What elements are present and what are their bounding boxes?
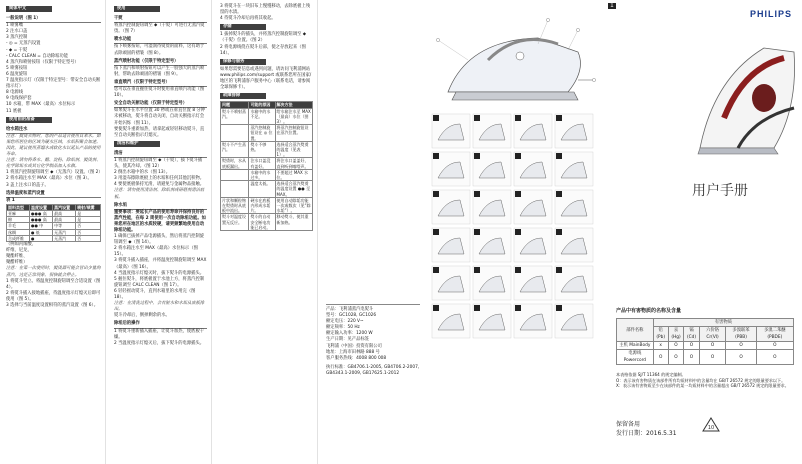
dry-title: 干熨 (114, 16, 207, 23)
column-1 (0, 0, 106, 464)
trouble-cell: 选择适合蒸汽熨烫的温度（见表 1）。 (275, 141, 312, 158)
table-cell: 是 (76, 217, 101, 223)
clean-steps (114, 158, 207, 188)
decalc-important: 重要事项：要延长产品的使用寿命并保持良好的蒸汽性能，在每 2 周使用一次自动除垢功能。如果您所在地区的水质较硬，请更频繁地使用自动除垢功能。 (114, 209, 206, 233)
decalc-step: 5 握住熨斗，将底板置于水池上方，将蒸汽控制旋钮调至 CALC CLEAN（图 17）。 (114, 276, 205, 288)
clean-step: 3 用湿布擦除底板上的水垢和任何其他沉积物。 (114, 176, 205, 182)
trouble-cell: 使用自动除垢功能一次或数次（见“除水垢”）。 (276, 197, 311, 214)
haz-header-cell: 多溴二苯醚 (PBDE) (756, 327, 793, 342)
table-cell: 否 (76, 229, 101, 235)
table-cell: 无蒸汽 (53, 235, 76, 241)
step-number-badge (433, 115, 439, 121)
language-header: 简体中文 (6, 6, 52, 12)
haz-header-cell: 多溴联苯 (PBB) (726, 327, 756, 342)
auto-text2: 要使熨斗重新加热，请拿起或轻轻移动熨斗，直至自动关断指示灯熄灭。 (114, 126, 205, 138)
trouble-cell: 水箱中的水过多。 (249, 169, 275, 180)
trouble-row (221, 214, 313, 231)
parts-list (6, 23, 101, 114)
fill-step: 3 盖上注水口的盖子。 (6, 182, 49, 188)
warranty-text: 如果您需要信息或遇到问题，请访问飞利浦网站 www.philips.com/support 或联系您所在国家/地区的飞利浦客户服务中心（联系电话，请参阅全球保修卡）。 (220, 66, 312, 91)
spec-block (326, 304, 420, 362)
hazard-note-3: X：表示该有害物质至少在该部件的某一均质材料中的含量超出 GB/T 26572 规定的限量要求。 (616, 383, 789, 389)
part-item: 10 水箱，带 MAX（最高）水位标示 (6, 102, 76, 108)
decalc-note: 注意：在清洗过程中，会有脏水和水垢从底板排出。 (114, 301, 205, 313)
spec-line: 客户服务热线：4008 800 008 (326, 355, 387, 361)
haz-cell: O (756, 342, 793, 350)
trouble-row (221, 181, 313, 198)
decalc-step: 2 将水箱注水至 MAX（最高）水位标示（图 15）。 (114, 246, 198, 258)
table-header-cell: 面料类型 (7, 204, 30, 210)
trouble-cell: 注水口盖没有盖好。 (249, 158, 275, 169)
trouble-cell: 熨斗的自动安全断电功能已启动。 (249, 214, 275, 231)
haz-row (617, 342, 794, 350)
haz-cell: O (699, 350, 726, 365)
part-item: - CALC CLEAN = 自动除垢功能 (6, 53, 68, 59)
overview-title: 一般说明（图 1） (6, 16, 101, 23)
after-step: 2 当温度指示灯熄灭后，拔下熨斗的电源插头。 (114, 340, 205, 346)
table-extra (6, 242, 101, 266)
dry-text: 将蒸汽控制旋钮调至 ◆（干熨）可进行无蒸汽熨烫。（图 7） (114, 23, 205, 35)
fill-title: 给水箱注水 (6, 127, 101, 134)
trouble-row (221, 158, 313, 169)
part-item: 7 温度指示灯（仅限于特定型号：带安全自动关断指示灯） (6, 78, 101, 90)
decalc-step: 1 确保已拔掉产品电源插头，然后将蒸汽控制旋钮调至 ◆（图 14）。 (114, 234, 205, 246)
haz-header-cell: 镉 (Cd) (684, 327, 699, 342)
steps2 (6, 279, 101, 309)
cont-step: 4 待熨斗冷却后再将其收起。 (220, 16, 276, 22)
table-extra-line: 聚酯纤维、 (6, 254, 28, 260)
haz-cell: O (668, 350, 684, 365)
table-cell: ●●● 高 (30, 211, 53, 217)
haz-header-cell: 汞 (Hg) (668, 327, 684, 342)
spec-line: 地址：上海市田林路 888 号 (326, 349, 380, 355)
table-cell: ● (30, 235, 53, 241)
step-number-badge (556, 305, 562, 311)
table-cell: 是 (76, 211, 101, 217)
step-number-badge (433, 153, 439, 159)
trouble-cell (221, 169, 249, 180)
haz-row (617, 350, 794, 365)
table-cell: 中等 (53, 223, 76, 229)
prep-header: 使用前的准备 (6, 117, 52, 123)
part-item: 8 电源线 (6, 90, 23, 96)
haz-cell: O (684, 350, 699, 365)
step-number-badge (556, 229, 562, 235)
step-number-badge (556, 191, 562, 197)
step-number-badge (474, 191, 480, 197)
store-steps (220, 32, 313, 56)
step-number-badge (474, 229, 480, 235)
haz-cell: O (684, 342, 699, 350)
step-number-badge (433, 191, 439, 197)
haz-header-cell: 六价铬 Cr(VI) (699, 327, 726, 342)
column-4 (320, 0, 424, 464)
fill-step: 2 将水箱注水至 MAX（最高）水位（图 3）。 (6, 176, 92, 182)
hazard-note-2: O：表示该有害物质在该部件所有均质材料中的含量均在 GB/T 26572 规定的限量要求以下。 (616, 377, 786, 383)
table-cell: 最高 (53, 211, 76, 217)
haz-group-cell: 有害物质 (653, 319, 793, 327)
trouble-row (221, 197, 313, 214)
trouble-row (221, 169, 313, 180)
vertical-title: 垂直喷汽（仅限于特定型号） (114, 80, 207, 87)
issue-date: 发行日期：2016.5.31 (616, 430, 677, 437)
part-item: - ◆ = 干熨 (6, 47, 28, 53)
after-step: 1 将熨斗重新插入插座，让熨斗加热，使底板干燥。 (114, 328, 205, 340)
clean-step: 2 倒出水箱中的水（图 13）。 (114, 170, 171, 176)
table-header-cell: 蒸汽设置 (53, 204, 76, 210)
trouble-row (221, 108, 313, 125)
table-cell: ●● 中 (30, 223, 53, 229)
trouble-cell: 蒸汽控制旋钮设在 ◎ 位置。 (249, 125, 275, 142)
table-cell: 棉 (7, 217, 30, 223)
store-step: 2 将电源线绕在熨斗后部，使之存放起来（图 14）。 (220, 44, 306, 56)
trouble-cell: 移动熨斗，使其重新加热。 (275, 214, 312, 231)
table-cell: ● 低 (30, 229, 53, 235)
cont-steps (220, 4, 313, 22)
step-number-badge (515, 305, 521, 311)
part-item: 1 喷雾嘴 (6, 23, 23, 29)
standard-text: 执行标准：GB4706.1-2005, GB4706.2-2007, GB4343.1-2009, GB17625.1-2012 (326, 364, 420, 376)
haz-header-cell: 部件名称 (617, 319, 654, 342)
step-number-badge (474, 153, 480, 159)
table-extra-line: （例如丙烯酸、 (6, 242, 37, 248)
hazard-table-title: 产品中有害物质的名称及含量 (616, 308, 682, 314)
trouble-cell: 不要超过 MAX 水位。 (275, 169, 312, 180)
trouble-row (221, 141, 313, 158)
fill-warning: 注意：请勿将香水、醋、淀粉、除垢剂、熨烫剂、化学除垢水或其它化学制品加入水箱。 (6, 158, 101, 170)
table-cell: 否 (76, 223, 101, 229)
column-3 (214, 0, 318, 464)
fill-step: 1 将蒸汽控制旋钮调至 ◆（无蒸汽）设置。（图 2） (6, 170, 103, 176)
setup-step: 3 选择与当前温度设置相符的蒸汽设置（图 6）。 (6, 302, 98, 308)
decalc-title: 除水垢 (114, 203, 207, 210)
hazard-note-1: 本表格依据 SJ/T 11364 的规定编制。 (616, 372, 686, 377)
trouble-row (221, 125, 313, 142)
shot-text: 按下蒸汽和喷射按钮可以产生一股强大的蒸汽喷射，帮助去除顽固的褶皱（图 9）。 (114, 65, 205, 77)
part-item: 4 蒸汽和喷射按钮（仅限于特定型号） (6, 59, 79, 65)
step-number-badge (515, 115, 521, 121)
trouble-header: 故障排除 (220, 93, 266, 99)
table-header-cell: 喷射/喷雾 (76, 204, 101, 210)
trouble-cell: 硬水在底板内形成水垢片。 (249, 197, 275, 214)
trouble-cell: 熨斗不喷射蒸汽。 (221, 108, 249, 125)
trouble-cell: 熨斗不够热。 (249, 141, 275, 158)
table-label: 表 1 (6, 197, 15, 203)
hazard-table (616, 318, 794, 365)
clean-step: 4 要使底板保持光滑，请避免与金属物品接触。 (114, 182, 205, 188)
step-number-badge (433, 305, 439, 311)
haz-cell: 主机 MainBody (617, 342, 654, 350)
iron-product-image (694, 28, 800, 158)
temp-title: 选择温度和蒸汽设置 (6, 191, 101, 198)
auto-text: 如果熨斗在水平位置 30 秒或在垂直位置 8 分钟未被移动，熨斗将自动关闭，自动关断指示灯会开始闪烁（图 11）。 (114, 108, 206, 126)
step-number-badge (474, 115, 480, 121)
spec-line: 生产日期：见产品标签 (326, 337, 369, 343)
spec-line: 飞利浦（中国）投资有限公司 (326, 343, 382, 349)
step-number-badge (474, 267, 480, 273)
fill-note: 注意：熨烫衣物时，您的产品适合使用自来水。如果您所居住的区域为硬水区域，水垢积聚会加速。因此，建议使用蒸馏水或软化水以延长产品的使用寿命。 (6, 133, 101, 158)
haz-cell: x (653, 342, 668, 350)
part-item: 6 温度旋钮 (6, 71, 28, 77)
iron-overview-illustration (436, 18, 595, 100)
table-extra-line: 纤维、尼龙、 (6, 248, 32, 254)
table-cell: 亚麻 (7, 211, 30, 217)
table-cell: 无蒸汽 (53, 229, 76, 235)
haz-cell: 电源线 Powercord (617, 350, 654, 365)
decalc-after: 熨斗冷却后，倒掉剩余的水。 (114, 313, 170, 319)
shot-title: 蒸汽喷射功能（仅限于特定型号） (114, 59, 207, 66)
trouble-cell: 水箱中的水不足。 (249, 108, 275, 125)
part-item: 5 喷雾按钮 (6, 65, 28, 71)
spec-line: 型号：GC1028, GC1026 (326, 313, 377, 319)
fabric-table (6, 204, 101, 242)
clean-note: 注意：请勿使用清洁剂、除垢剂或研磨剂清洁底板。 (114, 188, 205, 200)
trouble-table (220, 101, 313, 231)
step-number-badge (515, 191, 521, 197)
step-number-badge (515, 153, 521, 159)
table-cell: 否 (76, 235, 101, 241)
spec-line: 产品：飞利浦蒸汽电熨斗 (326, 307, 374, 312)
haz-cell: O (756, 350, 793, 365)
haz-cell: O (726, 350, 756, 365)
clean-step: 1 将蒸汽控制旋钮调至 ◆（干熨），拔下熨斗插头，使其冷却。（图 12） (114, 157, 203, 170)
step-number-badge (556, 115, 562, 121)
trouble-cell (221, 181, 249, 198)
page-badge: 1 (610, 2, 614, 9)
trouble-header-cell: 问题 (221, 102, 249, 108)
decalc-steps (114, 234, 207, 301)
table-cell: 合成纤维 (7, 235, 30, 241)
table-cell: 羊毛 (7, 223, 30, 229)
trouble-cell: 熨斗不产生蒸汽。 (221, 141, 249, 158)
decalc-step: 6 轻轻摇动熨斗，直到水箱里的水用完（图 18）。 (114, 288, 196, 301)
step-number-badge (474, 305, 480, 311)
step-number-badge (556, 267, 562, 273)
cover-footer (616, 420, 677, 438)
trouble-header-cell: 可能的原因 (249, 102, 275, 108)
haz-cell: O (668, 342, 684, 350)
brand-logo: PHILIPS (750, 9, 793, 19)
store-title: 存储 (220, 24, 266, 30)
table-cell: 丝绸 (7, 229, 30, 235)
after-title: 除垢后的操作 (114, 321, 207, 328)
decalc-step: 3 将熨斗插入插座，并将温度控制旋钮调至 MAX（最高）（图 16）。 (114, 258, 207, 270)
trouble-cell: 选择适合蒸汽熨烫的温度设置 ●● 至 MAX。 (275, 181, 312, 198)
vertical-text: 您可以在垂直握住熨斗时使用垂直喷汽功能（图 10）。 (114, 87, 205, 99)
setup-step: 1 将熨斗竖立。将温度控制旋钮调至合适设置（图 4）。 (6, 278, 101, 290)
spray-text: 按下喷雾按钮，可湿润待熨烫的面料，这有助于去除顽固的褶皱（图 8）。 (114, 44, 205, 56)
trouble-header-cell: 解决方法 (275, 102, 312, 108)
trouble-cell: 温度太低。 (249, 181, 275, 198)
trouble-cell: 熨斗对温度设置无反应。 (221, 214, 249, 231)
after-steps (114, 329, 207, 347)
recycle-icon (700, 416, 722, 434)
trouble-cell: 片状和颗粒物在熨烫时从底板中流出。 (221, 197, 249, 214)
table-extra-line: 聚醋纤维） (6, 260, 28, 266)
part-item: 11 底板 (6, 108, 22, 114)
haz-cell: O (699, 342, 726, 350)
trouble-cell: 熨烫时，水从底板漏出。 (221, 158, 249, 169)
manual-title: 用户手册 (692, 183, 748, 199)
step-number-badge (515, 267, 521, 273)
table-row (7, 235, 101, 241)
part-item: 3 蒸汽控制 (6, 35, 28, 41)
haz-cell: O (726, 342, 756, 350)
use-header: 使用 (114, 6, 160, 12)
step-number-badge (433, 267, 439, 273)
trouble-cell (221, 125, 249, 142)
auto-title: 安全自动关断功能（仅限于特定型号） (114, 101, 207, 108)
trouble-cell: 将蒸汽控制旋钮设在蒸汽位置。 (275, 125, 312, 142)
spec-line: 额定电压：220 V~ (326, 319, 364, 325)
table-header-cell: 温度设置 (30, 204, 53, 210)
keep-label: 保留备用 (616, 421, 641, 428)
part-item: - ◎ = 无蒸汽设置 (6, 41, 41, 47)
haz-header-cell: 铅 (Pb) (653, 327, 668, 342)
svg-text:10: 10 (707, 425, 715, 431)
haz-cell: O (653, 350, 668, 365)
diagram-panel (428, 0, 596, 464)
warranty-header: 保修与服务 (220, 59, 266, 65)
store-step: 1 拔掉熨斗的插头，并将蒸汽控制旋钮调至 ◆（干熨）位置。（图 2） (220, 32, 307, 44)
spec-line: 额定频率：50 Hz (326, 325, 360, 331)
hazard-notes (616, 372, 796, 389)
step-number-badge (556, 153, 562, 159)
clean-title: 清洁 (114, 151, 207, 158)
column-2 (108, 0, 212, 464)
part-item: 2 注水口盖 (6, 29, 28, 35)
decalc-step: 4 当温度指示灯熄灭时，拔下熨斗的电源插头。 (114, 270, 205, 276)
table-cell: 最高 (53, 217, 76, 223)
setup-step: 2 将熨斗插入接地插座，待温度指示灯熄灭后即可使用（图 5）。 (6, 290, 101, 302)
product-diagram (428, 0, 596, 464)
note2: 注意：在第一次使用时，熨烫器可能会冒出少量的蒸汽，这是正常现象，很快就会停止。 (6, 266, 101, 278)
cover-page (598, 0, 802, 464)
step-number-badge (515, 229, 521, 235)
fill-steps (6, 170, 101, 188)
trouble-cell: 将注水口盖盖好，直到听到喀嗒声。 (275, 158, 312, 169)
trouble-cell: 给水箱注水至 MAX（最高）水位（图 3）。 (276, 108, 311, 124)
spray-title: 喷水功能 (114, 37, 207, 44)
step-illustrations (432, 114, 593, 338)
part-item: 9 电线保护套 (6, 96, 32, 102)
clean-header: 清洁和维护 (114, 141, 160, 147)
spec-line: 额定输入功率：1200 W (326, 331, 373, 337)
table-cell: ●●● 高 (30, 217, 53, 223)
step-number-badge (433, 229, 439, 235)
cont-step: 3 将熨斗在一块旧布上慢慢移动，去除底板上残留的水渍。 (220, 4, 311, 16)
